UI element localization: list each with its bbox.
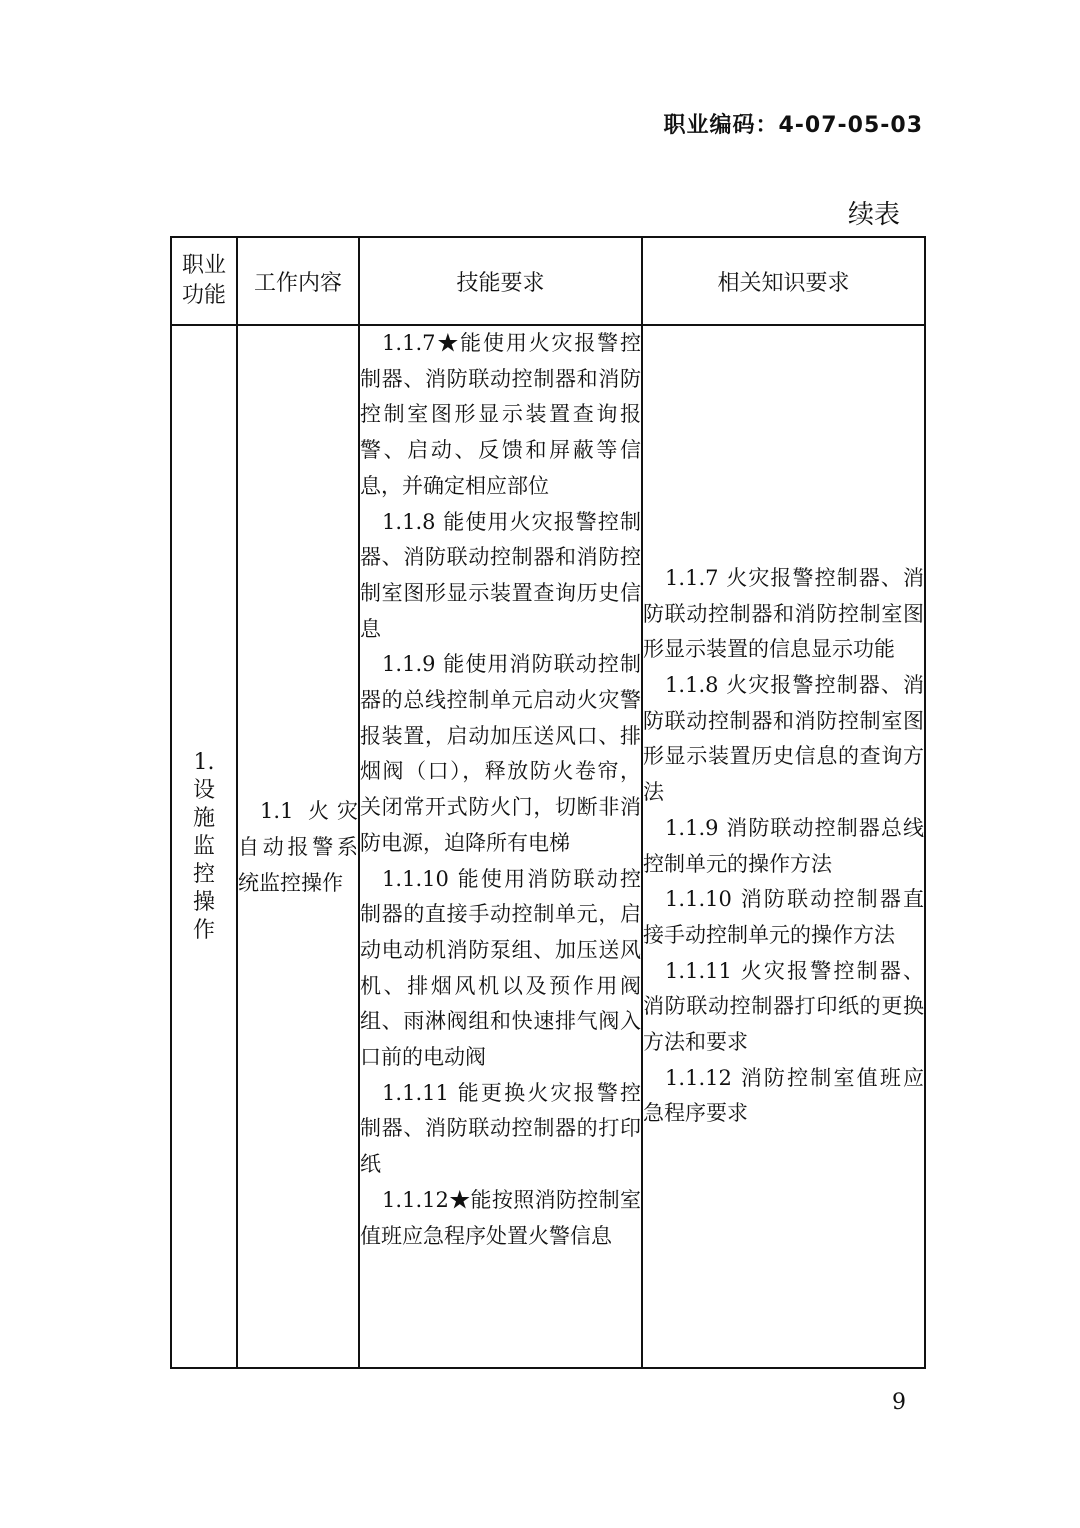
work-content-cell — [237, 325, 359, 1368]
knowledge-item: 1.1.10 消防联动控制器直接手动控制单元的操作方法 — [643, 887, 924, 947]
skills-cell — [359, 325, 642, 1368]
knowledge-item: 1.1.12 消防控制室值班应急程序要求 — [643, 1065, 924, 1126]
skill-item: 1.1.8 能使用火灾报警控制器、消防联动控制器和消防控制室图形显示装置查询历史信息 — [360, 509, 641, 641]
knowledge-item: 1.1.8 火灾报警控制器、消防联动控制器和消防控制室图形显示装置历史信息的查询方法 — [643, 672, 924, 805]
function-cell — [171, 325, 237, 1368]
skill-item: 1.1.10 能使用消防联动控制器的直接手动控制单元，启动电动机消防泵组、加压送风机、排烟风机以及预作用阀组、雨淋阀组和快速排气阀入口前的电动阀 — [360, 866, 641, 1070]
skill-item: 1.1.7★能使用火灾报警控制器、消防联动控制器和消防控制室图形显示装置查询报警、启动、反馈和屏蔽等信息，并确定相应部位 — [360, 331, 641, 498]
header-function: 职业功能 — [171, 237, 237, 325]
header-work-content: 工作内容 — [237, 237, 359, 325]
knowledge-item: 1.1.9 消防联动控制器总线控制单元的操作方法 — [643, 815, 924, 876]
work-content-text: 1.1 火灾自动报警系统监控操作 — [238, 798, 358, 895]
function-number: 1. — [193, 749, 215, 775]
function-label: 设施监控操作 — [192, 777, 215, 943]
continued-label: 续表 — [847, 200, 900, 230]
skill-item: 1.1.12★能按照消防控制室值班应急程序处置火警信息 — [360, 1187, 641, 1248]
header-knowledge: 相关知识要求 — [642, 237, 925, 325]
page-number: 9 — [892, 1390, 906, 1415]
occupation-code: 职业编码：4-07-05-03 — [663, 113, 923, 138]
knowledge-cell — [642, 325, 925, 1368]
knowledge-item: 1.1.11 火灾报警控制器、消防联动控制器打印纸的更换方法和要求 — [643, 958, 924, 1055]
header-skills: 技能要求 — [359, 237, 642, 325]
skill-item: 1.1.9 能使用消防联动控制器的总线控制单元启动火灾警报装置，启动加压送风口、排烟阀（口），释放防火卷帘，关闭常开式防火门，切断非消防电源，迫降所有电梯 — [360, 652, 641, 855]
table-row — [171, 325, 925, 1368]
knowledge-item: 1.1.7 火灾报警控制器、消防联动控制器和消防控制室图形显示装置的信息显示功能 — [643, 565, 924, 662]
skill-item: 1.1.11 能更换火灾报警控制器、消防联动控制器的打印纸 — [360, 1080, 641, 1177]
standards-table — [170, 236, 926, 1369]
table-header-row — [171, 237, 925, 325]
